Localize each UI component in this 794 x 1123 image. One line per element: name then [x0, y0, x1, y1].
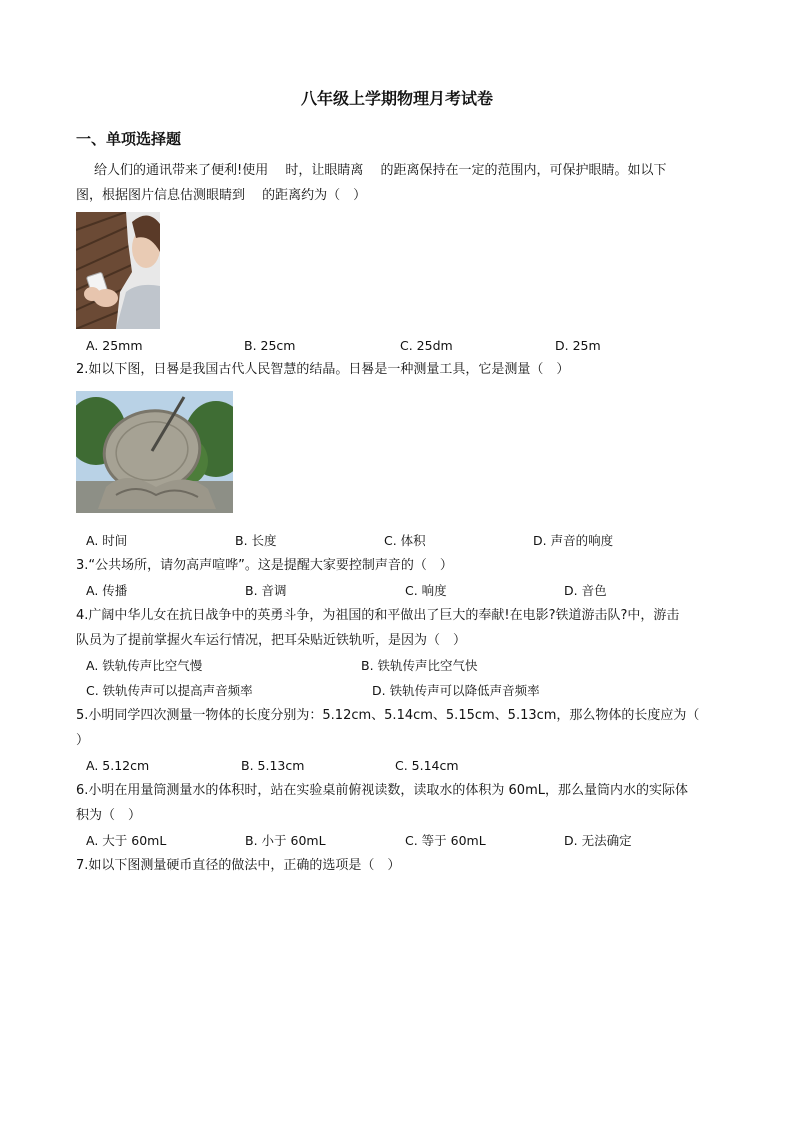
q6-option-b[interactable]: B. 小于 60mL: [245, 833, 326, 848]
q3-line1: 3.“公共场所，请勿高声喧哗”。这是提醒大家要控制声音的（ ）: [76, 558, 453, 573]
q2-option-c[interactable]: C. 体积: [384, 533, 426, 548]
q6-option-c[interactable]: C. 等于 60mL: [405, 833, 486, 848]
q1-line1: 给人们的通讯带来了便利!使用 时，让眼睛离 的距离保持在一定的范围内，可保护眼睛。如以下: [94, 163, 667, 178]
q6-option-d[interactable]: D. 无法确定: [564, 833, 632, 848]
page-title: 八年级上学期物理月考试卷: [300, 89, 493, 108]
q3-option-c[interactable]: C. 响度: [405, 583, 447, 598]
q2-line1: 2.如以下图，日晷是我国古代人民智慧的结晶。日晷是一种测量工具，它是测量（ ）: [76, 362, 570, 377]
q4-option-b[interactable]: B. 铁轨传声比空气快: [361, 658, 478, 673]
q4-option-a[interactable]: A. 铁轨传声比空气慢: [86, 658, 203, 673]
q2-option-a[interactable]: A. 时间: [86, 533, 128, 548]
q1-option-d[interactable]: D. 25m: [555, 338, 601, 353]
q7-line1: 7.如以下图测量硬币直径的做法中，正确的选项是（ ）: [76, 858, 401, 873]
q6-option-a[interactable]: A. 大于 60mL: [86, 833, 167, 848]
q1-option-b[interactable]: B. 25cm: [244, 338, 296, 353]
q2-option-b[interactable]: B. 长度: [235, 533, 277, 548]
q5-option-b[interactable]: B. 5.13cm: [241, 758, 305, 773]
q4-option-c[interactable]: C. 铁轨传声可以提高声音频率: [86, 683, 253, 698]
phone-user-photo: [76, 212, 160, 329]
q5-option-a[interactable]: A. 5.12cm: [86, 758, 150, 773]
q1-line2: 图，根据图片信息估测眼睛到 的距离约为（ ）: [76, 188, 367, 203]
section-heading: 一、单项选择题: [76, 130, 182, 148]
q1-option-a[interactable]: A. 25mm: [86, 338, 143, 353]
q5-line1: 5.小明同学四次测量一物体的长度分别为：5.12cm、5.14cm、5.15cm、5.13cm，那么物体的长度应为（: [76, 708, 700, 723]
q3-option-a[interactable]: A. 传播: [86, 583, 128, 598]
q3-option-b[interactable]: B. 音调: [245, 583, 287, 598]
q4-option-d[interactable]: D. 铁轨传声可以降低声音频率: [372, 683, 540, 698]
q5-line2: ）: [76, 733, 90, 748]
sundial-photo: [76, 391, 233, 513]
q6-line1: 6.小明在用量筒测量水的体积时，站在实验桌前俯视读数，读取水的体积为 60mL，那么量筒内水的实际体: [76, 783, 688, 798]
q3-option-d[interactable]: D. 音色: [564, 583, 607, 598]
q2-option-d[interactable]: D. 声音的响度: [533, 533, 614, 548]
q1-option-c[interactable]: C. 25dm: [400, 338, 453, 353]
q4-line1: 4.广阔中华儿女在抗日战争中的英勇斗争，为祖国的和平做出了巨大的奉献!在电影?铁道游击队?中，游击: [76, 608, 680, 623]
q6-line2: 积为（ ）: [76, 808, 142, 823]
q5-option-c[interactable]: C. 5.14cm: [395, 758, 459, 773]
q4-line2: 队员为了提前掌握火车运行情况，把耳朵贴近铁轨听，是因为（ ）: [76, 633, 467, 648]
